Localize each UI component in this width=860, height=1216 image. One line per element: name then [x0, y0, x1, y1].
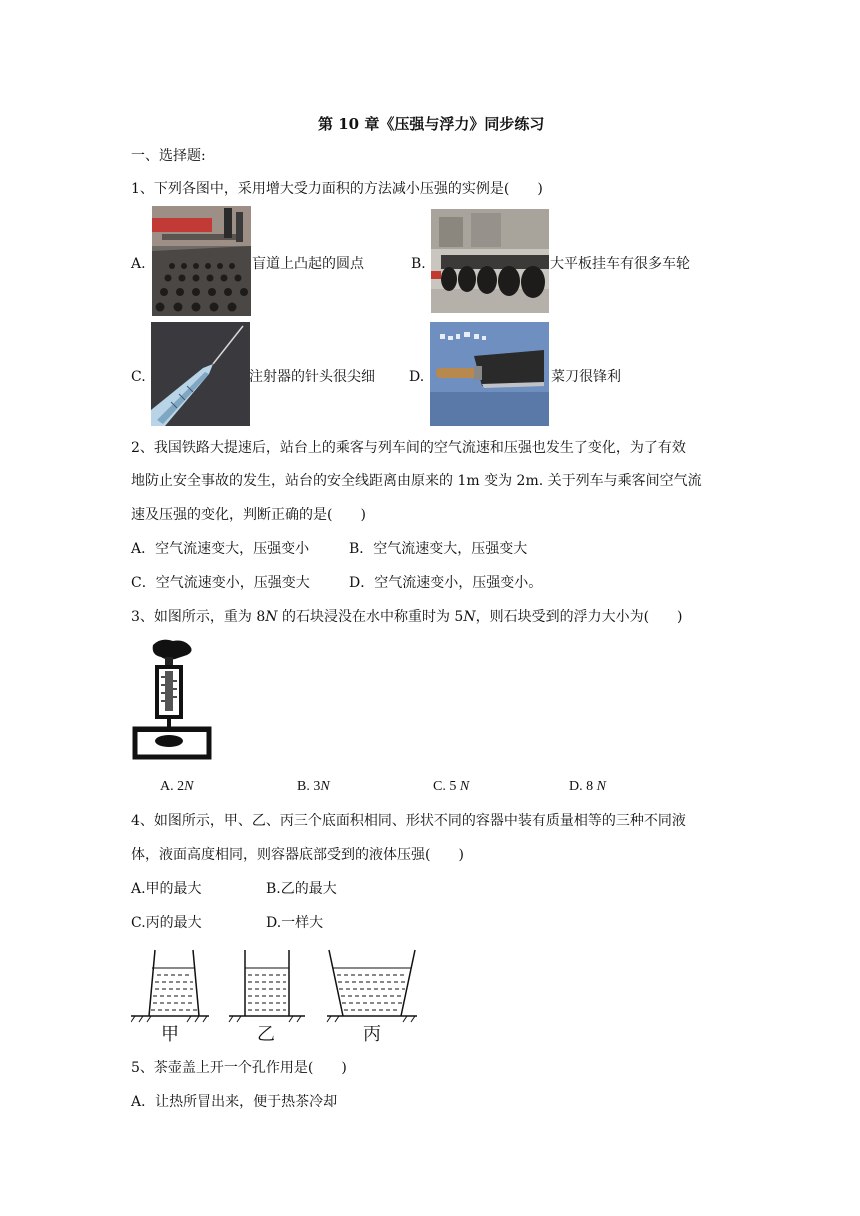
- q1-option-d-text: 菜刀很锋利: [551, 369, 621, 385]
- page-title: 第 10 章《压强与浮力》同步练习: [318, 115, 545, 133]
- q2-option-a: A．空气流速变大，压强变小: [131, 541, 310, 557]
- q3-option-a: A. 2N: [160, 779, 194, 794]
- q2-option-b: B．空气流速变大，压强变大: [349, 541, 528, 557]
- q1-option-c-text: 注射器的针头很尖细: [249, 369, 375, 385]
- question-3-stem: 3、如图所示，重为 8N 的石块浸没在水中称重时为 5N，则石块受到的浮力大小为( ): [131, 609, 683, 625]
- q1-option-a-letter: A.: [131, 256, 146, 272]
- question-1-stem: 1、下列各图中，采用增大受力面积的方法减小压强的实例是( ): [131, 181, 543, 197]
- question-2-line-3: 速及压强的变化，判断正确的是( ): [131, 507, 366, 523]
- question-2-line-2: 地防止安全事故的发生，站台的安全线距离由原来的 1m 变为 2m. 关于列车与乘客间空气流: [131, 473, 702, 489]
- container-label-bing: 丙: [363, 1024, 381, 1044]
- q3-option-b: B. 3N: [297, 779, 330, 794]
- q4-option-d: D.一样大: [266, 915, 324, 931]
- cleaver-photo: [430, 322, 549, 426]
- q1-option-d-letter: D.: [409, 369, 425, 385]
- q1-option-c-letter: C.: [131, 369, 146, 385]
- container-label-jia: 甲: [161, 1024, 179, 1044]
- q1-option-a-text: 盲道上凸起的圆点: [252, 256, 364, 272]
- spring-scale-beaker-figure: [131, 637, 213, 761]
- question-2-line-1: 2、我国铁路大提速后，站台上的乘客与列车间的空气流速和压强也发生了变化，为了有效: [131, 440, 686, 456]
- q4-option-c: C.丙的最大: [131, 915, 202, 931]
- question-5-stem: 5、茶壶盖上开一个孔作用是( ): [131, 1060, 347, 1076]
- q2-option-d: D．空气流速变小，压强变小。: [349, 575, 543, 591]
- q2-option-c: C．空气流速变小，压强变大: [131, 575, 310, 591]
- container-yi: [229, 950, 305, 1022]
- three-containers-figure: [131, 944, 421, 1044]
- container-bing: [327, 950, 417, 1022]
- q3-option-c: C. 5 N: [433, 779, 470, 794]
- flatbed-trailer-photo: [431, 209, 549, 313]
- question-4-line-2: 体，液面高度相同，则容器底部受到的液体压强( ): [131, 847, 464, 863]
- tactile-paving-photo: [152, 206, 251, 316]
- q1-option-b-text: 大平板挂车有很多车轮: [550, 256, 690, 272]
- q4-option-b: B.乙的最大: [266, 881, 337, 897]
- syringe-photo: [151, 322, 250, 426]
- q4-option-a: A.甲的最大: [131, 881, 202, 897]
- q5-option-a: A．让热所冒出来，便于热茶冷却: [131, 1094, 338, 1110]
- container-jia: [131, 950, 209, 1022]
- q1-option-b-letter: B.: [411, 256, 426, 272]
- question-4-line-1: 4、如图所示，甲、乙、丙三个底面积相同、形状不同的容器中装有质量相等的三种不同液: [131, 813, 686, 829]
- container-label-yi: 乙: [257, 1024, 275, 1044]
- q3-option-d: D. 8 N: [569, 779, 606, 794]
- section-heading: 一、选择题:: [131, 148, 206, 164]
